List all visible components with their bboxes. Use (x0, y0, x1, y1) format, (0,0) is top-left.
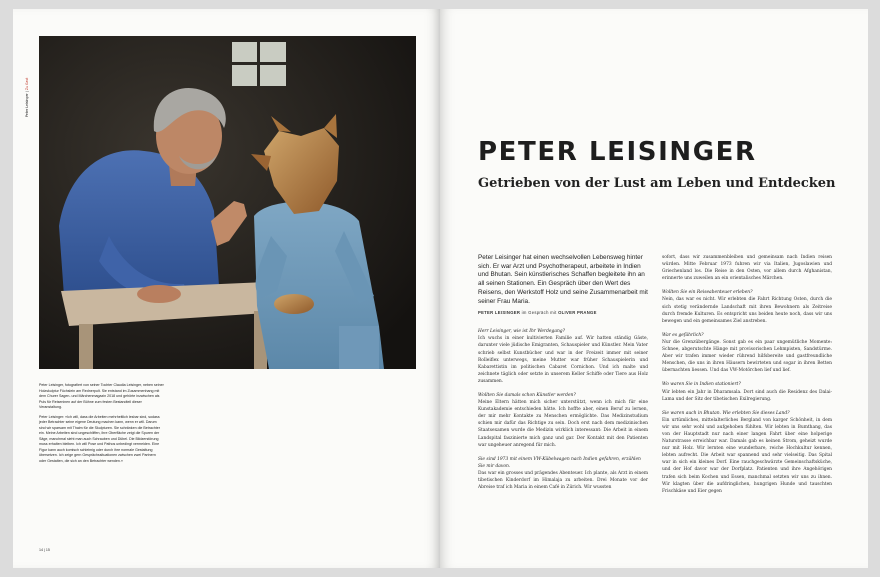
photo-caption (39, 383, 164, 468)
answer: Ein urtümliches, mittelalterliches Bergland von karger Schönheit, in dem wir uns sehr wohl und aufgehoben fühlten. Wir lebten in Bumthang, das von der Hauptstadt nur nach einer langen Fahrt über eine holperige Naturstrasse erreichbar war. Damals gab es keinen Strom, geheizt wurde nur mit Holz. Wir lernten eine wunderbare, reiche Hochkultur kennen, lebten aufrecht. Die Arbeit war spannend und sehr vielseitig. Das Spital war in sich ein kleines Dorf. Eine rauchgeschwärzte Gemeinschaftsküche, und der Hof davor war der Dorfplatz. Patienten und ihre Angehörigen trafen sich beim Kochen und Essen, manchmal setzten wir uns zu ihnen. Wir klagten über die aufdringlichen, hungrigen Hunde und tauschten Frischkäse und Eier gegen (662, 417, 832, 494)
question: Sie sind 1973 mit einem VW-Kübelwagen nach Indien gefahren, erzählen Sie mir davon. (478, 456, 641, 469)
answer: Ich wuchs in einer kultivierten Familie auf. Wir hatten ständig Gäste, darunter viele jüdische Emigranten, Schauspieler und Künstler. Mein Vater schrieb selbst Kunstbücher und war in der Freizeit immer mit seiner Rolleiflex unterwegs, meine Mutter war früher Schauspielerin und Kabarettistin im politischen Cabaret Cornichon. Und ich malte und zeichnete täglich oder setzte in unserem Keller Schiffe oder Tiere aus Holz zusammen. (478, 336, 648, 384)
answer: Meine Eltern hätten mich sicher unterstützt, wenn ich mich für eine Kunstakademie entschieden hätte. Ich hoffte aber, einen Beruf zu lernen, der mir mehr Kontakte zu Menschen ermöglichte. Das Medizinstudium schien mir dafür das Richtige zu sein. Doch erst nach dem medizinischen Staatsexamen wurde die Medizin wirklich interessant: Die Arbeit in einem Landspital faszinierte mich ganz und gar. Der Kontakt mit den Patienten war ungeheuer anregend für mich. (478, 400, 648, 448)
article-title: PETER LEISINGER (478, 137, 757, 167)
caption-paragraph-2: Peter Leisinger: «Ich will, dass die Arbeiten mehrheitlich lesbar sind, sodass jeder Betrachter seine eigene Deutung machen kann, wenn er will. Darum sind wir sparsam mit Thaim für die Skulpturen. Sie schränken die Betrachter ein. Meine Arbeiten sind ungeschliffen, ihre Oberfläche zeigt die Spuren der Säge, manchmal sieht man auch Schrauben und Dübel. Die Bildzerstörung muss erhalten bleiben. Ich will Pose und Pathos unbedingt vermeiden. Eine Figur kann auch komisch schleimig oder durch ihre normale Gestaltung übersetzen. Ich zeige gern Gesprächssituationen zwischen zwei Partnern oder Gestalten, die sich an den Betrachter wenden.» (39, 414, 160, 463)
left-page (13, 9, 440, 568)
page-folio: 14 | 15 (39, 548, 50, 552)
answer: Wir lebten ein Jahr in Dharamsala. Dort sind auch die Residenz des Dalai-Lama und der Sitz der tibetischen Exilregierung. (662, 389, 832, 402)
question: Wollten Sie damals schon Künstler werden? (478, 392, 576, 398)
question: Sie waren auch in Bhutan. Wie erlebten Sie dieses Land? (662, 410, 790, 416)
right-page (440, 9, 868, 568)
question: War es gefährlich? (662, 332, 704, 338)
answer: Nur die Grenzübergänge. Sonst gab es ein paar ungemütliche Momente: Schnee, abgerutschte Hänge mit provisorischen Lehmpisten, Sandstürme. Aber wir trafen immer wieder rührend hilfsbereite und gastfreundliche Menschen, die uns in ihren Häusern bewirteten und sogar in ihren Betten übernachten liessen. Und das VW-Motörchen lief und lief. (662, 339, 832, 374)
article-lead: Peter Leisinger hat einen wechselvollen Lebensweg hinter sich. Er war Arzt und Psychotherapeut, arbeitete in Indien und Bhutan. Sein künstlerisches Schaffen begleitete ihn an all seinen Stationen. Ein Gespräch über den Wert des Reisens, den Werkstoff Holz und seine Zusammenarbeit mit seiner Frau Maria. (478, 254, 648, 305)
article-subtitle: Getrieben von der Lust am Leben und Entdecken (478, 176, 836, 191)
text-column-2 (662, 254, 832, 495)
question: Wollten Sie ein Reiseabenteuer erleben? (662, 290, 753, 296)
answer: Das war ein grosses und prägendes Abenteuer. Ich plante, als Arzt in einem tibetischen Kinderdorf im Himalaja zu arbeiten. Drei Monate vor der Abreise traf ich Maria in einem Café in Zürich. Wir wussten (478, 470, 648, 491)
caption-paragraph-1: Peter Leisinger, fotografiert von seiner Tochter Claudia Leisinger, neben seiner Holzskulptur Füchslein am Rednerpult. Sie entstand im Zusammenhang mit dem Churer Sagen- und Märchenmagazin 2018 und gehörte inzwischen als Puls für Reiseninen auf der Bühne zum festen Bestandteil dieser Veranstaltung. (39, 383, 164, 409)
running-head: Peter Leisinger | Zu Gast (25, 77, 29, 117)
article-byline: PETER LEISINGER im Gespräch mit OLIVER PRANGE (478, 310, 597, 316)
question: Wo waren Sie in Indien stationiert? (662, 382, 741, 388)
answer: sofort, dass wir zusammenbleiben und gemeinsam nach Indien reisen würden. Mitte Februar 1973 fuhren wir via Italien, Jugoslawien und Griechenland los. Die Reise in den Osten, vor allem durch Afghanistan, erinnerte uns zuweilen an ein orientalisches Märchen. (662, 255, 832, 282)
text-column-1 (478, 254, 648, 491)
answer: Nein, das war es nicht. Wir erlebten die Fahrt Richtung Osten, durch die sich stetig verändernde Landschaft mit ihren Bewohnern als Zeitreise durch fremde Kulturen. Es entspricht uns beiden heute noch, dass wir uns bewegen und ein gemeinsames Ziel anstreben. (662, 297, 832, 324)
question: Herr Leisinger, wie ist Ihr Werdegang? (478, 329, 565, 335)
portrait-photo (39, 36, 416, 369)
